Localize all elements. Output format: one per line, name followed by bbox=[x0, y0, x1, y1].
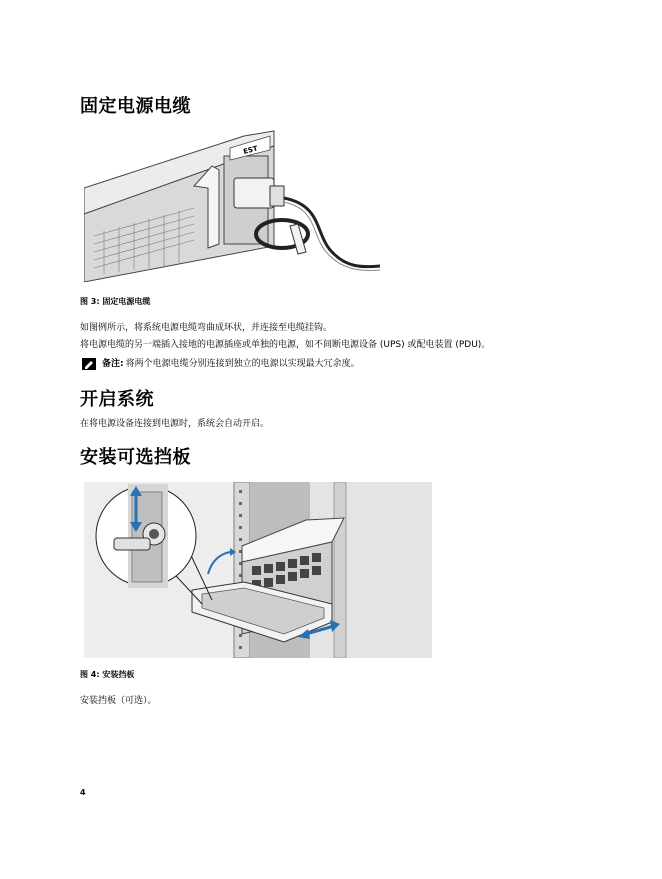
section1-paragraph-2: 将电源电缆的另一端插入接地的电源插座或单独的电源，如不间断电源设备 (UPS) 或配电装置 (PDU)。 bbox=[80, 340, 491, 350]
section2-paragraph-1: 在将电源设备连接到电源时，系统会自动开启。 bbox=[80, 419, 270, 429]
figure-4-caption: 图 4: 安装挡板 bbox=[80, 670, 135, 679]
note-label: 备注: bbox=[102, 359, 124, 369]
figure-bezel bbox=[84, 482, 432, 658]
bezel-illustration bbox=[84, 482, 432, 658]
figure-power-cable bbox=[84, 126, 380, 282]
section-title-power-on: 开启系统 bbox=[80, 389, 154, 410]
section-title-power-cable: 固定电源电缆 bbox=[80, 96, 191, 117]
figure-label-text: EST bbox=[242, 144, 259, 156]
power-cable-illustration bbox=[84, 126, 380, 282]
pencil-note-icon bbox=[82, 358, 96, 370]
note-block bbox=[82, 358, 360, 370]
section3-paragraph-1: 安装挡板（可选）。 bbox=[80, 696, 157, 706]
section1-paragraph-1: 如图例所示，将系统电源电缆弯曲成环状，并连接至电缆挂钩。 bbox=[80, 323, 333, 333]
section-title-install-bezel: 安装可选挡板 bbox=[80, 447, 191, 468]
note-text: 将两个电源电缆分别连接到独立的电源以实现最大冗余度。 bbox=[125, 359, 360, 369]
figure-3-caption: 图 3: 固定电源电缆 bbox=[80, 297, 151, 306]
page-number: 4 bbox=[80, 788, 86, 797]
